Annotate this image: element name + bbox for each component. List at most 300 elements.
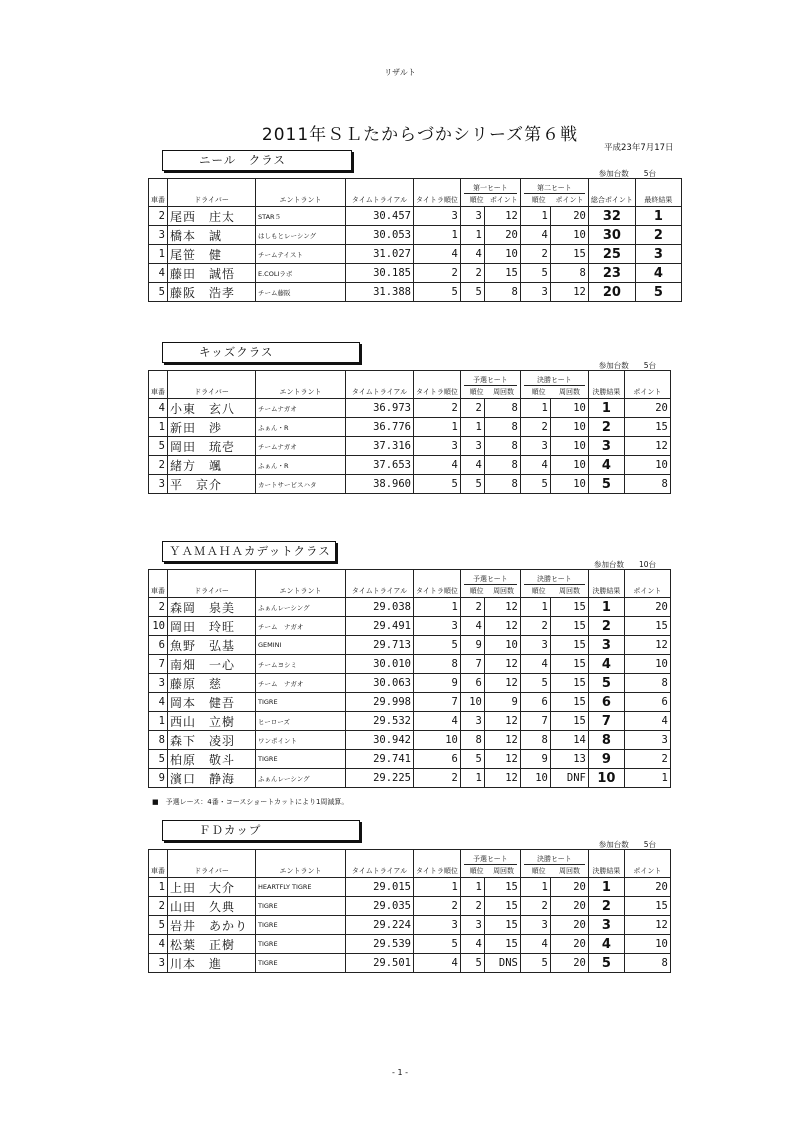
table-row — [149, 954, 671, 973]
page-number: - 1 - — [392, 1068, 408, 1077]
heat1-value: 8 — [484, 418, 520, 437]
entrant-name: はしもとレーシング — [256, 226, 346, 245]
heat1-value: 12 — [484, 598, 520, 617]
heat2-value: 10 — [550, 418, 588, 437]
heat1-position: 1 — [460, 418, 484, 437]
heat2-position: 5 — [520, 475, 550, 494]
final-result: 8 — [588, 731, 624, 750]
heat1-position: 1 — [460, 878, 484, 897]
car-number: 1 — [149, 712, 168, 731]
entrant-name: TIGRE — [256, 750, 346, 769]
header-time-trial: タイムトライアル — [346, 570, 414, 598]
final-result: 4 — [588, 935, 624, 954]
time-trial: 30.063 — [346, 674, 414, 693]
tt-position: 2 — [414, 769, 461, 788]
table-row — [149, 226, 682, 245]
heat2-value: 15 — [550, 245, 588, 264]
time-trial: 31.027 — [346, 245, 414, 264]
final-result: 1 — [588, 598, 624, 617]
time-trial: 37.653 — [346, 456, 414, 475]
header-tt-position: タイトラ順位 — [414, 179, 461, 207]
heat-subheader: 順位 — [531, 196, 546, 204]
heat2-position: 6 — [520, 693, 550, 712]
entrant-name: ふぁんレーシング — [256, 598, 346, 617]
final-result: 1 — [588, 399, 624, 418]
heat1-value: 10 — [484, 245, 520, 264]
time-trial: 30.942 — [346, 731, 414, 750]
participant-count: 参加台数 5台 — [598, 361, 656, 370]
time-trial: 29.225 — [346, 769, 414, 788]
driver-name: 上田 大介 — [168, 878, 256, 897]
final-result: 7 — [588, 712, 624, 731]
points: 3 — [624, 731, 670, 750]
section-title: ＹＡＭＡＨＡカデットクラス — [162, 541, 336, 562]
tt-position: 6 — [414, 750, 461, 769]
driver-name: 岡田 琉壱 — [168, 437, 256, 456]
table-row — [149, 617, 671, 636]
final-result: 5 — [588, 954, 624, 973]
heat-subheader: 周回数 — [558, 867, 580, 875]
heat1-position: 4 — [460, 617, 484, 636]
table-row — [149, 418, 671, 437]
heat2-position: 5 — [520, 954, 550, 973]
final-result: 1 — [635, 207, 681, 226]
header-total: 決勝結果 — [588, 850, 624, 878]
heat1-value: 8 — [484, 456, 520, 475]
heat2-value: 15 — [550, 636, 588, 655]
heat2-position: 3 — [520, 283, 550, 302]
car-number: 4 — [149, 693, 168, 712]
header-heat-2 — [520, 850, 588, 878]
time-trial: 30.185 — [346, 264, 414, 283]
header-time-trial: タイムトライアル — [346, 850, 414, 878]
header-time-trial: タイムトライアル — [346, 371, 414, 399]
driver-name: 新田 渉 — [168, 418, 256, 437]
heat2-value: 14 — [550, 731, 588, 750]
heat2-value: 15 — [550, 693, 588, 712]
heat2-position: 8 — [520, 731, 550, 750]
final-result: 4 — [588, 655, 624, 674]
driver-name: 川本 進 — [168, 954, 256, 973]
heat1-position: 2 — [460, 399, 484, 418]
table-row — [149, 712, 671, 731]
table-header-row — [149, 371, 671, 399]
final-result: 5 — [635, 283, 681, 302]
table-row — [149, 693, 671, 712]
time-trial: 30.053 — [346, 226, 414, 245]
heat1-value: 15 — [484, 264, 520, 283]
heat2-position: 9 — [520, 750, 550, 769]
time-trial: 29.741 — [346, 750, 414, 769]
heat2-value: 20 — [550, 878, 588, 897]
car-number: 3 — [149, 475, 168, 494]
document-date: 平成23年7月17日 — [604, 143, 674, 153]
time-trial: 29.713 — [346, 636, 414, 655]
time-trial: 29.532 — [346, 712, 414, 731]
heat-subheader: 周回数 — [493, 867, 515, 875]
driver-name: 山田 久典 — [168, 897, 256, 916]
header-total: 決勝結果 — [588, 371, 624, 399]
tt-position: 5 — [414, 636, 461, 655]
tt-position: 3 — [414, 916, 461, 935]
heat1-position: 5 — [460, 750, 484, 769]
heat2-position: 2 — [520, 897, 550, 916]
car-number: 4 — [149, 264, 168, 283]
driver-name: 小東 玄八 — [168, 399, 256, 418]
driver-name: 森岡 泉美 — [168, 598, 256, 617]
header-driver: ドライバー — [168, 570, 256, 598]
time-trial: 36.776 — [346, 418, 414, 437]
points: 20 — [624, 878, 670, 897]
header-total: 決勝結果 — [588, 570, 624, 598]
header-heat-1 — [460, 850, 520, 878]
heat2-position: 4 — [520, 226, 550, 245]
heat1-position: 5 — [460, 283, 484, 302]
driver-name: 岡田 玲旺 — [168, 617, 256, 636]
points: 8 — [624, 475, 670, 494]
time-trial: 29.998 — [346, 693, 414, 712]
final-result: 10 — [588, 769, 624, 788]
table-row — [149, 731, 671, 750]
entrant-name: STAR５ — [256, 207, 346, 226]
driver-name: 岩井 あかり — [168, 916, 256, 935]
entrant-name: GEMINI — [256, 636, 346, 655]
heat1-value: 15 — [484, 878, 520, 897]
time-trial: 29.539 — [346, 935, 414, 954]
car-number: 5 — [149, 283, 168, 302]
header-result: ポイント — [624, 371, 670, 399]
entrant-name: チーム藤阪 — [256, 283, 346, 302]
heat1-value: 12 — [484, 655, 520, 674]
car-number: 5 — [149, 916, 168, 935]
time-trial: 29.491 — [346, 617, 414, 636]
car-number: 3 — [149, 954, 168, 973]
heat1-position: 7 — [460, 655, 484, 674]
points: 1 — [624, 769, 670, 788]
heat-title: 予選ヒート — [464, 575, 517, 585]
driver-name: 藤原 慈 — [168, 674, 256, 693]
time-trial: 29.501 — [346, 954, 414, 973]
heat2-value: 13 — [550, 750, 588, 769]
tt-position: 1 — [414, 878, 461, 897]
driver-name: 藤阪 浩孝 — [168, 283, 256, 302]
tt-position: 10 — [414, 731, 461, 750]
driver-name: 松葉 正樹 — [168, 935, 256, 954]
final-result: 2 — [588, 418, 624, 437]
heat-subheader: ポイント — [489, 196, 518, 204]
points: 15 — [624, 418, 670, 437]
heat2-value: 15 — [550, 598, 588, 617]
heat1-position: 1 — [460, 226, 484, 245]
heat-title: 予選ヒート — [464, 855, 517, 865]
heat2-position: 4 — [520, 655, 550, 674]
driver-name: 柏原 敬斗 — [168, 750, 256, 769]
final-result: 2 — [588, 897, 624, 916]
table-row — [149, 245, 682, 264]
points: 12 — [624, 916, 670, 935]
points: 20 — [624, 598, 670, 617]
tt-position: 3 — [414, 617, 461, 636]
heat2-position: 2 — [520, 617, 550, 636]
tt-position: 1 — [414, 418, 461, 437]
results-table — [148, 178, 682, 302]
time-trial: 31.388 — [346, 283, 414, 302]
car-number: 1 — [149, 878, 168, 897]
points: 8 — [624, 954, 670, 973]
header-car-number: 車番 — [149, 570, 168, 598]
heat-subheader: 周回数 — [558, 587, 580, 595]
final-result: 9 — [588, 750, 624, 769]
tt-position: 5 — [414, 475, 461, 494]
heat1-position: 2 — [460, 264, 484, 283]
car-number: 10 — [149, 617, 168, 636]
heat1-position: 3 — [460, 437, 484, 456]
header-result: ポイント — [624, 570, 670, 598]
heat-subheader: 順位 — [469, 196, 484, 204]
participant-count: 参加台数 10台 — [593, 560, 656, 569]
heat2-position: 1 — [520, 207, 550, 226]
heat2-position: 3 — [520, 437, 550, 456]
entrant-name: TIGRE — [256, 935, 346, 954]
header-heat-2 — [520, 179, 588, 207]
table-row — [149, 475, 671, 494]
results-table — [148, 370, 671, 494]
heat1-position: 3 — [460, 207, 484, 226]
time-trial: 36.973 — [346, 399, 414, 418]
header-driver: ドライバー — [168, 371, 256, 399]
final-result: 5 — [588, 674, 624, 693]
final-result: 4 — [588, 456, 624, 475]
header-tt-position: タイトラ順位 — [414, 371, 461, 399]
heat1-value: 20 — [484, 226, 520, 245]
heat2-position: 3 — [520, 636, 550, 655]
entrant-name: TIGRE — [256, 897, 346, 916]
heat2-value: 10 — [550, 456, 588, 475]
driver-name: 藤田 誠悟 — [168, 264, 256, 283]
time-trial: 30.457 — [346, 207, 414, 226]
heat-title: 第一ヒート — [464, 184, 517, 194]
points: 4 — [624, 712, 670, 731]
heat2-value: 15 — [550, 674, 588, 693]
heat2-position: 4 — [520, 935, 550, 954]
heat2-value: 8 — [550, 264, 588, 283]
heat2-value: 12 — [550, 283, 588, 302]
heat1-position: 8 — [460, 731, 484, 750]
header-result: 最終結果 — [635, 179, 681, 207]
tt-position: 5 — [414, 283, 461, 302]
total-points: 25 — [588, 245, 635, 264]
entrant-name: ふぁんレーシング — [256, 769, 346, 788]
entrant-name: チームヨシミ — [256, 655, 346, 674]
heat1-value: 12 — [484, 207, 520, 226]
heat2-position: 4 — [520, 456, 550, 475]
final-result: 2 — [588, 617, 624, 636]
heat-title: 決勝ヒート — [524, 855, 585, 865]
final-result: 3 — [588, 636, 624, 655]
header-car-number: 車番 — [149, 850, 168, 878]
time-trial: 29.224 — [346, 916, 414, 935]
entrant-name: TIGRE — [256, 954, 346, 973]
heat2-position: 1 — [520, 399, 550, 418]
entrant-name: ふぁん・R — [256, 418, 346, 437]
header-entrant: エントラント — [256, 179, 346, 207]
tt-position: 2 — [414, 399, 461, 418]
heat1-position: 2 — [460, 897, 484, 916]
entrant-name: TIGRE — [256, 916, 346, 935]
header-heat-1 — [460, 179, 520, 207]
heat2-position: 2 — [520, 245, 550, 264]
tt-position: 3 — [414, 437, 461, 456]
driver-name: 森下 凌羽 — [168, 731, 256, 750]
heat1-value: 8 — [484, 437, 520, 456]
heat1-value: 12 — [484, 731, 520, 750]
header-entrant: エントラント — [256, 371, 346, 399]
heat1-value: 12 — [484, 750, 520, 769]
entrant-name: チーム ナガオ — [256, 674, 346, 693]
car-number: 3 — [149, 226, 168, 245]
header-tt-position: タイトラ順位 — [414, 570, 461, 598]
tt-position: 4 — [414, 954, 461, 973]
table-row — [149, 935, 671, 954]
heat1-value: 12 — [484, 712, 520, 731]
heat1-position: 3 — [460, 916, 484, 935]
header-tt-position: タイトラ順位 — [414, 850, 461, 878]
heat-title: 予選ヒート — [464, 376, 517, 386]
header-heat-1 — [460, 371, 520, 399]
table-row — [149, 283, 682, 302]
heat2-value: 10 — [550, 399, 588, 418]
entrant-name: チーム ナガオ — [256, 617, 346, 636]
heat2-position: 10 — [520, 769, 550, 788]
heat2-value: 20 — [550, 935, 588, 954]
table-header-row — [149, 850, 671, 878]
heat-subheader: 順位 — [531, 388, 546, 396]
final-result: 3 — [635, 245, 681, 264]
tt-position: 9 — [414, 674, 461, 693]
table-row — [149, 456, 671, 475]
header-time-trial: タイムトライアル — [346, 179, 414, 207]
table-row — [149, 750, 671, 769]
table-row — [149, 598, 671, 617]
entrant-name: チームナガオ — [256, 399, 346, 418]
heat1-value: 8 — [484, 475, 520, 494]
table-row — [149, 437, 671, 456]
points: 12 — [624, 636, 670, 655]
table-row — [149, 207, 682, 226]
heat-subheader: 順位 — [469, 867, 484, 875]
heat1-position: 6 — [460, 674, 484, 693]
car-number: 5 — [149, 437, 168, 456]
time-trial: 29.035 — [346, 897, 414, 916]
points: 15 — [624, 617, 670, 636]
entrant-name: チームテイスト — [256, 245, 346, 264]
final-result: 3 — [588, 437, 624, 456]
final-result: 3 — [588, 916, 624, 935]
car-number: 8 — [149, 731, 168, 750]
heat2-position: 5 — [520, 264, 550, 283]
time-trial: 30.010 — [346, 655, 414, 674]
header-label: リザルト — [384, 68, 416, 77]
header-driver: ドライバー — [168, 850, 256, 878]
participant-count: 参加台数 5台 — [598, 840, 656, 849]
tt-position: 1 — [414, 598, 461, 617]
heat2-position: 5 — [520, 674, 550, 693]
car-number: 3 — [149, 674, 168, 693]
car-number: 9 — [149, 769, 168, 788]
heat2-value: 20 — [550, 916, 588, 935]
heat1-value: DNS — [484, 954, 520, 973]
table-row — [149, 655, 671, 674]
heat2-value: 20 — [550, 207, 588, 226]
heat2-value: 20 — [550, 897, 588, 916]
driver-name: 西山 立樹 — [168, 712, 256, 731]
heat2-value: 15 — [550, 712, 588, 731]
heat1-value: 12 — [484, 617, 520, 636]
car-number: 2 — [149, 207, 168, 226]
heat-subheader: ポイント — [555, 196, 584, 204]
driver-name: 岡本 健吾 — [168, 693, 256, 712]
tt-position: 4 — [414, 245, 461, 264]
driver-name: 橋本 誠 — [168, 226, 256, 245]
heat-subheader: 順位 — [469, 388, 484, 396]
driver-name: 平 京介 — [168, 475, 256, 494]
driver-name: 緒方 颯 — [168, 456, 256, 475]
document-title: 2011年ＳＬたからづかシリーズ第６戦 — [261, 125, 579, 145]
points: 6 — [624, 693, 670, 712]
table-row — [149, 916, 671, 935]
table-row — [149, 636, 671, 655]
header-car-number: 車番 — [149, 179, 168, 207]
total-points: 32 — [588, 207, 635, 226]
tt-position: 8 — [414, 655, 461, 674]
heat1-value: 15 — [484, 935, 520, 954]
tt-position: 4 — [414, 712, 461, 731]
points: 2 — [624, 750, 670, 769]
points: 20 — [624, 399, 670, 418]
heat-subheader: 周回数 — [493, 388, 515, 396]
car-number: 1 — [149, 418, 168, 437]
heat1-position: 4 — [460, 245, 484, 264]
results-table — [148, 569, 671, 788]
heat2-value: 15 — [550, 655, 588, 674]
heat2-value: DNF — [550, 769, 588, 788]
footnote: ■ 予選レース：4番・コースショートカットにより1周減算。 — [152, 798, 349, 806]
final-result: 6 — [588, 693, 624, 712]
heat2-position: 3 — [520, 916, 550, 935]
heat-subheader: 周回数 — [493, 587, 515, 595]
car-number: 2 — [149, 456, 168, 475]
heat-title: 決勝ヒート — [524, 575, 585, 585]
heat1-position: 4 — [460, 456, 484, 475]
tt-position: 4 — [414, 456, 461, 475]
heat1-value: 12 — [484, 769, 520, 788]
heat2-value: 10 — [550, 226, 588, 245]
heat1-value: 15 — [484, 916, 520, 935]
points: 15 — [624, 897, 670, 916]
participant-count: 参加台数 5台 — [598, 169, 656, 178]
header-driver: ドライバー — [168, 179, 256, 207]
heat-subheader: 順位 — [469, 587, 484, 595]
heat-title: 決勝ヒート — [524, 376, 585, 386]
car-number: 4 — [149, 935, 168, 954]
section-title: ＦＤカップ — [162, 820, 360, 841]
header-car-number: 車番 — [149, 371, 168, 399]
table-row — [149, 878, 671, 897]
header-heat-2 — [520, 570, 588, 598]
heat2-value: 10 — [550, 475, 588, 494]
points: 10 — [624, 456, 670, 475]
driver-name: 魚野 弘基 — [168, 636, 256, 655]
